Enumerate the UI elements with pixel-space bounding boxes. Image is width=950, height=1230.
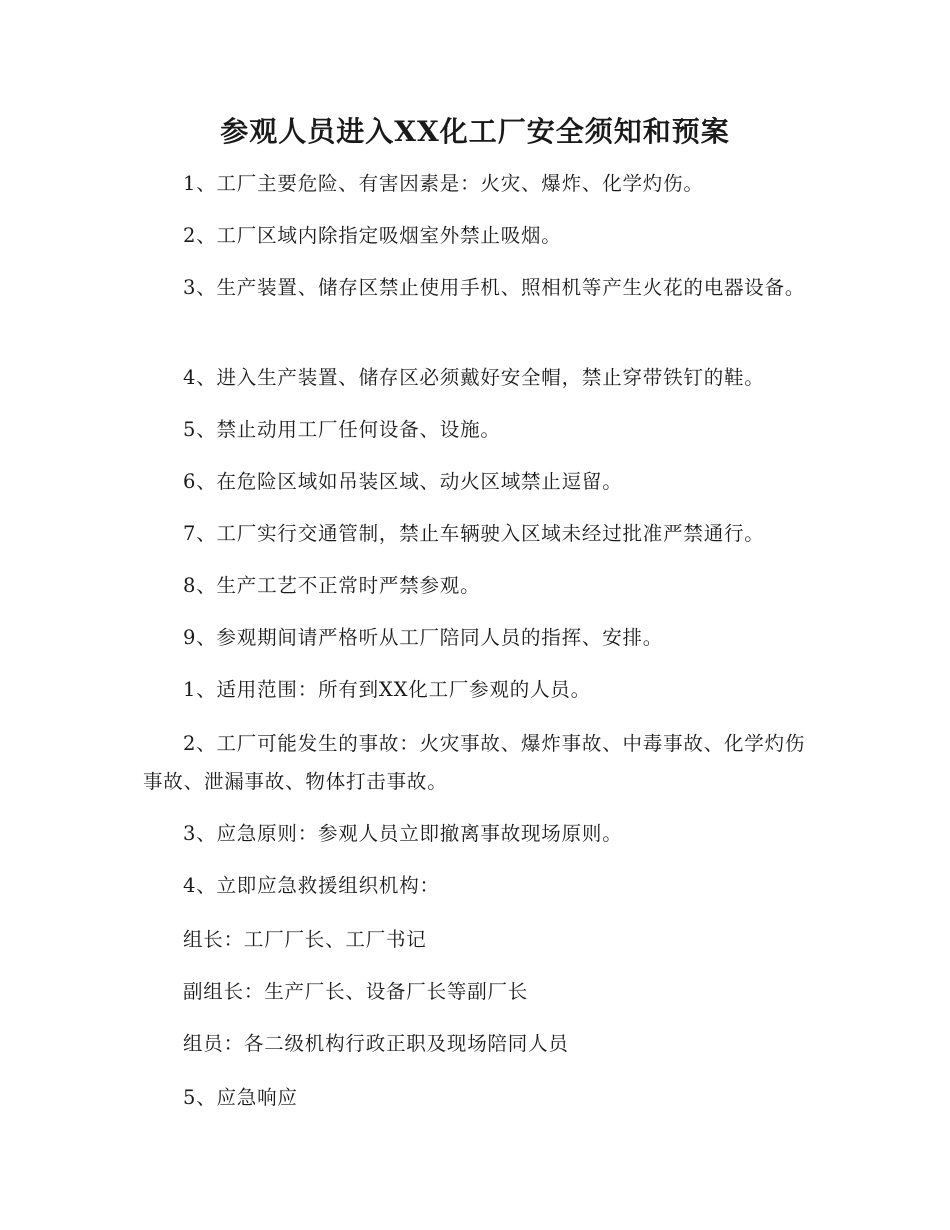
paragraph-electronics: 3、生产装置、储存区禁止使用手机、照相机等产生火花的电器设备。 bbox=[183, 276, 806, 299]
paragraph-leader: 组长：工厂厂长、工厂书记 bbox=[183, 928, 427, 951]
paragraph-scope: 1、适用范围：所有到XX化工厂参观的人员。 bbox=[183, 678, 591, 701]
paragraph-accidents: 2、工厂可能发生的事故：火灾事故、爆炸事故、中毒事故、化学灼伤事故、泄漏事故、物体打击事故。 bbox=[143, 732, 806, 793]
document-title: 参观人员进入XX化工厂安全须知和预案 bbox=[220, 115, 730, 148]
paragraph-traffic: 7、工厂实行交通管制，禁止车辆驶入区域未经过批准严禁通行。 bbox=[183, 522, 765, 545]
paragraph-deputy-leader: 副组长：生产厂长、设备厂长等副厂长 bbox=[183, 980, 529, 1003]
paragraph-smoking: 2、工厂区域内除指定吸烟室外禁止吸烟。 bbox=[183, 224, 562, 247]
paragraph-obey: 9、参观期间请严格听从工厂陪同人员的指挥、安排。 bbox=[183, 626, 664, 649]
paragraph-hazards: 1、工厂主要危险、有害因素是：火灾、爆炸、化学灼伤。 bbox=[183, 172, 704, 195]
paragraph-equipment: 5、禁止动用工厂任何设备、设施。 bbox=[183, 418, 501, 441]
paragraph-members: 组员：各二级机构行政正职及现场陪同人员 bbox=[183, 1032, 569, 1055]
paragraph-danger-zone: 6、在危险区域如吊装区域、动火区域禁止逗留。 bbox=[183, 470, 623, 493]
paragraph-abnormal: 8、生产工艺不正常时严禁参观。 bbox=[183, 574, 481, 597]
paragraph-helmet: 4、进入生产装置、储存区必须戴好安全帽，禁止穿带铁钉的鞋。 bbox=[183, 366, 765, 389]
paragraph-principle: 3、应急原则：参观人员立即撤离事故现场原则。 bbox=[183, 822, 623, 845]
paragraph-organization: 4、立即应急救援组织机构： bbox=[183, 874, 440, 897]
paragraph-response: 5、应急响应 bbox=[183, 1086, 298, 1109]
